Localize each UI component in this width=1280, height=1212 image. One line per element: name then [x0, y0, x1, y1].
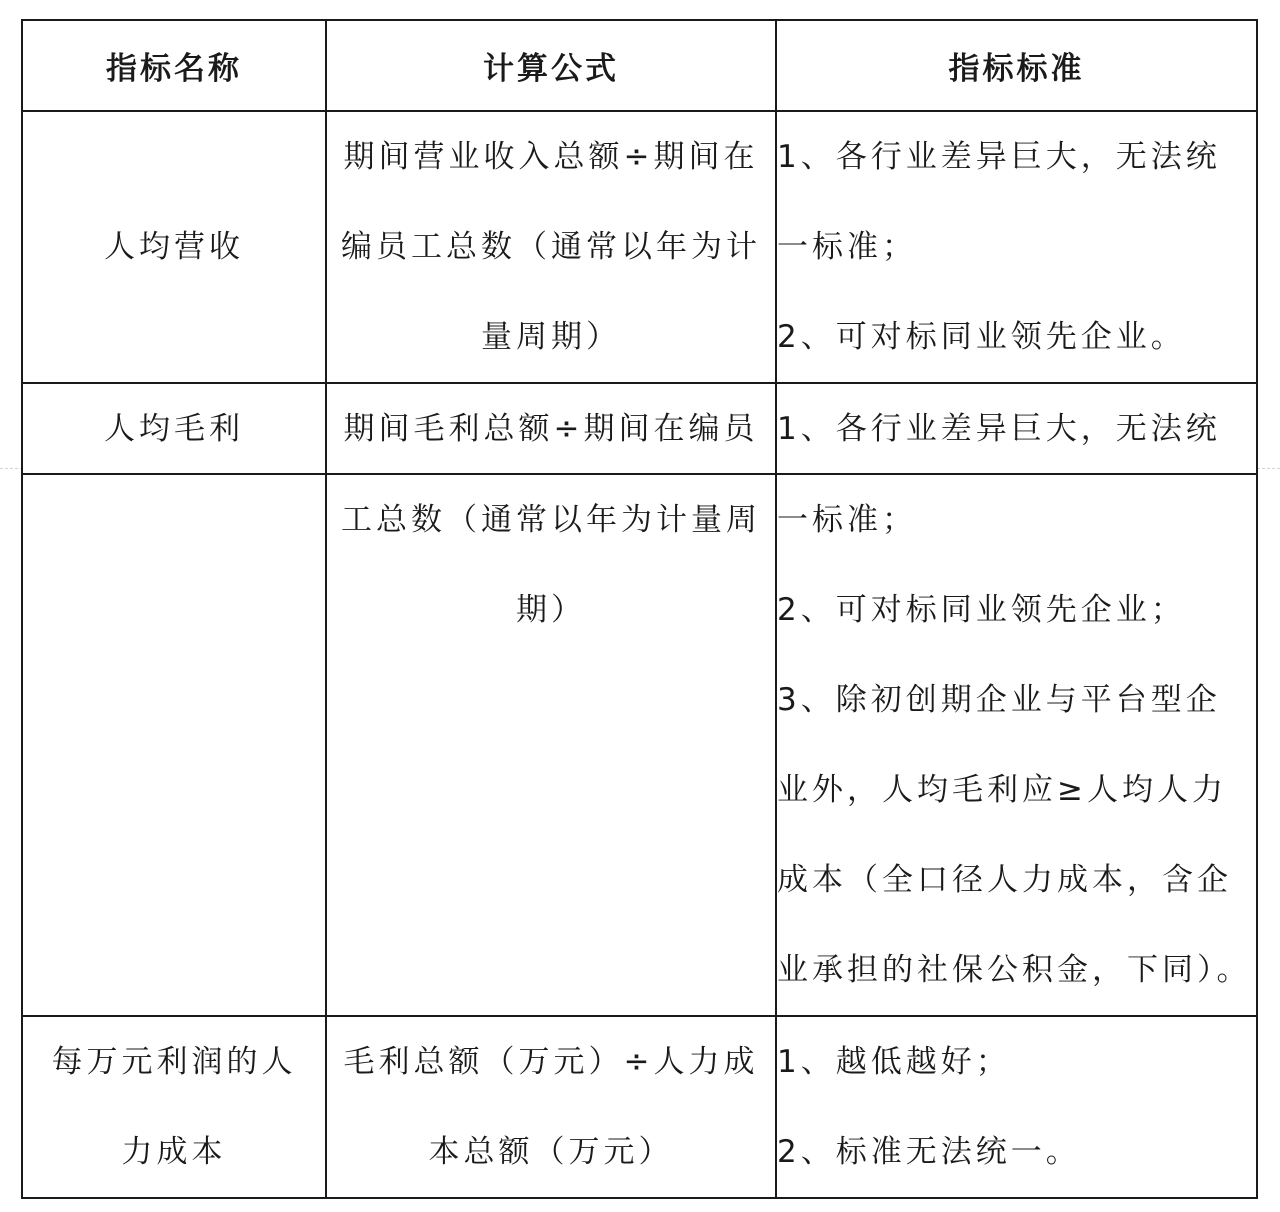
cell-line: 本总额（万元）: [428, 1134, 674, 1170]
header-indicator-name: 指标名称: [22, 20, 326, 111]
cell-name-empty: [22, 474, 326, 1016]
cell-formula: [326, 474, 776, 1016]
cell-line: 1、各行业差异巨大，无法统: [777, 411, 1221, 447]
cell-standard: [776, 111, 1257, 383]
cell-line: 业外，人均毛利应≥人均人力: [777, 772, 1227, 808]
cell-line: 2、可对标同业领先企业；: [777, 592, 1186, 628]
cell-line: 量周期）: [481, 319, 621, 355]
cell-line: 一标准；: [777, 502, 917, 538]
cell-line: 人均营收: [104, 229, 244, 265]
cell-formula: [326, 111, 776, 383]
table-row-revenue-per-capita: [22, 111, 1257, 383]
cell-line: 每万元利润的人: [51, 1044, 297, 1080]
header-row: [22, 20, 1257, 111]
cell-name: [22, 383, 326, 475]
cell-line: 工总数（通常以年为计量周: [341, 502, 761, 538]
cell-line: 编员工总数（通常以年为计: [341, 229, 761, 265]
cell-line: 3、除初创期企业与平台型企: [777, 682, 1221, 718]
cell-standard: [776, 383, 1257, 475]
table-row-gross-profit-per-capita: [22, 383, 1257, 475]
cell-standard: [776, 1016, 1257, 1198]
header-formula: 计算公式: [326, 20, 776, 111]
cell-line: 一标准；: [777, 229, 917, 265]
cell-line: 力成本: [121, 1134, 227, 1170]
cell-line: 人均毛利: [104, 411, 244, 447]
cell-name: [22, 1016, 326, 1198]
cell-line: 1、各行业差异巨大，无法统: [777, 139, 1221, 175]
cell-line: 1、越低越好；: [777, 1044, 1011, 1080]
cell-line: 2、标准无法统一。: [777, 1134, 1081, 1170]
cell-standard: [776, 474, 1257, 1016]
cell-line: 成本（全口径人力成本，含企: [777, 862, 1232, 898]
cell-name: [22, 111, 326, 383]
indicator-table-part2: [21, 473, 1258, 1199]
cell-formula: [326, 383, 776, 475]
cell-line: 期间毛利总额÷期间在编员: [343, 411, 759, 447]
cell-formula: [326, 1016, 776, 1198]
header-standard: 指标标准: [776, 20, 1257, 111]
cell-line: 业承担的社保公积金，下同）。: [777, 952, 1252, 988]
cell-line: 期间营业收入总额÷期间在: [343, 139, 759, 175]
table-row-labor-cost-per-10k-profit: [22, 1016, 1257, 1198]
cell-line: 2、可对标同业领先企业。: [777, 319, 1186, 355]
cell-line: 期）: [516, 592, 586, 628]
indicator-table-part1: [21, 19, 1258, 476]
table-row-continued: [22, 474, 1257, 1016]
cell-line: 毛利总额（万元）÷人力成: [343, 1044, 759, 1080]
